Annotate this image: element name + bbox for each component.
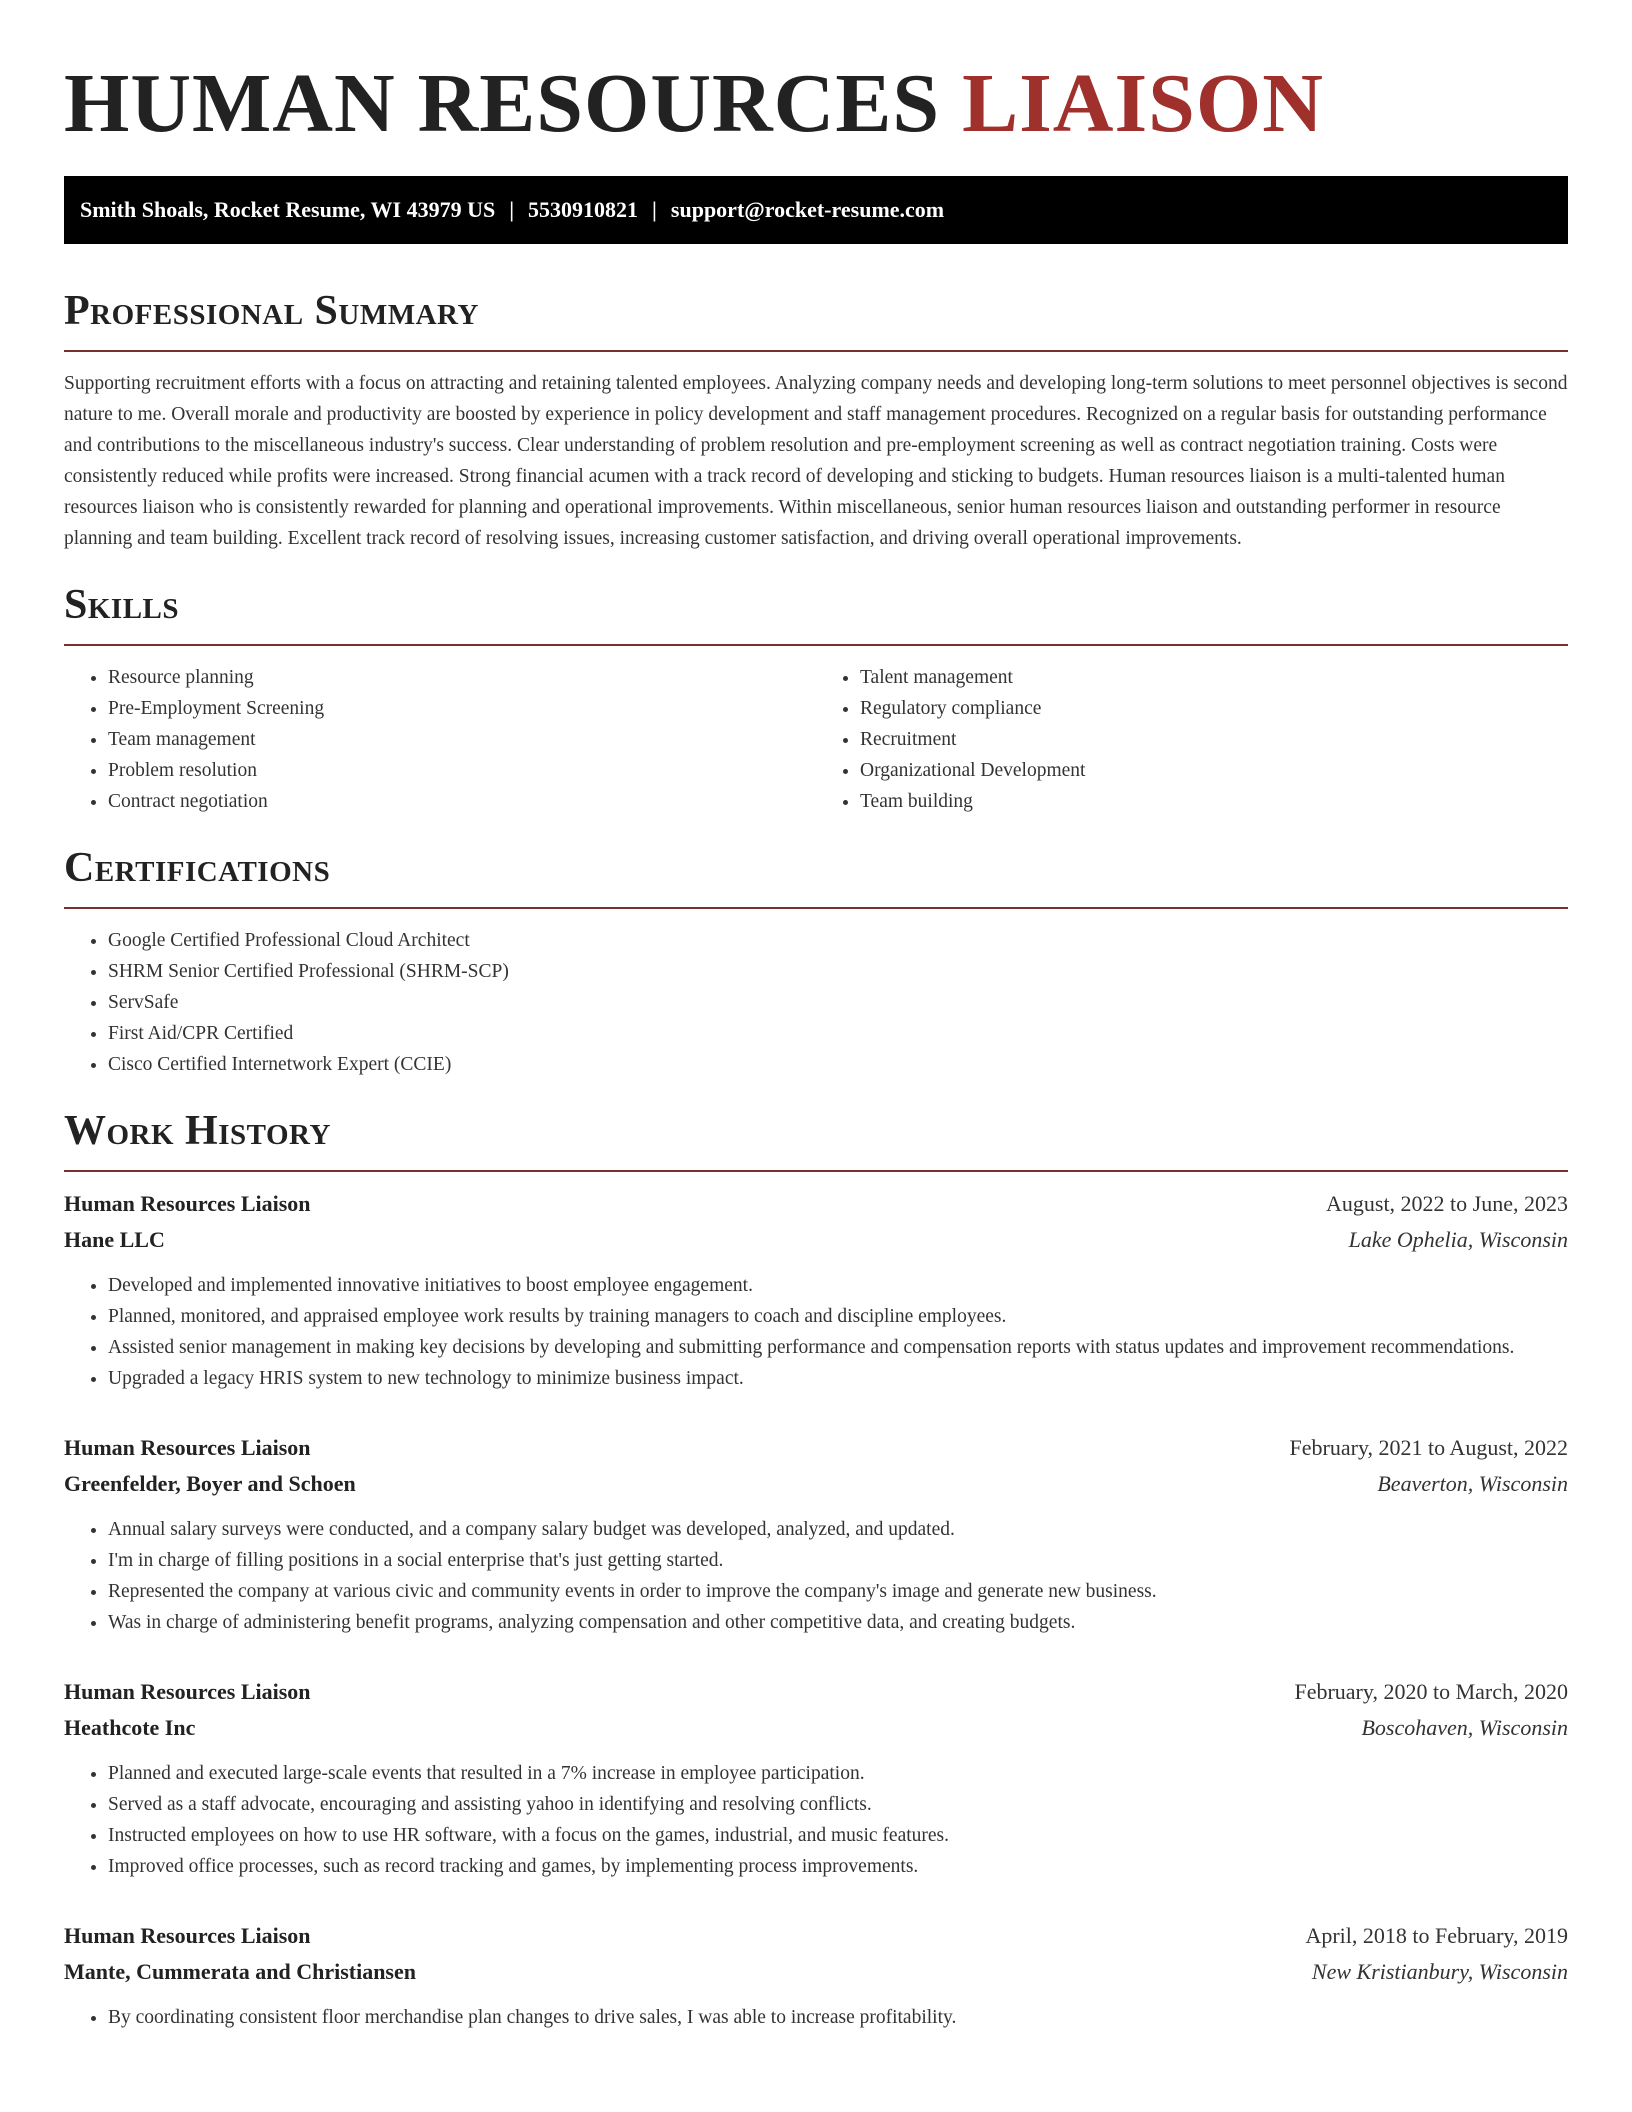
certification-item: • First Aid/CPR Certified xyxy=(108,1018,1568,1049)
skills-list-right xyxy=(816,662,1568,817)
job-dates: February, 2021 to August, 2022 xyxy=(1289,1435,1568,1460)
certification-item: • Cisco Certified Internetwork Expert (CCIE) xyxy=(108,1049,1568,1080)
job-bullet: • Upgraded a legacy HRIS system to new technology to minimize business impact. xyxy=(108,1363,1568,1394)
job-dates: April, 2018 to February, 2019 xyxy=(1305,1923,1568,1948)
contact-separator: | xyxy=(652,197,657,222)
job-header-row xyxy=(64,1186,1568,1222)
certification-item: • Google Certified Professional Cloud Architect xyxy=(108,925,1568,956)
name-accent: LIAISON xyxy=(962,57,1324,150)
job-title: Human Resources Liaison xyxy=(64,1923,311,1948)
skill-item: • Regulatory compliance xyxy=(860,693,1568,724)
summary-text: Supporting recruitment efforts with a focus on attracting and retaining talented employees. Analyzing company needs and developing long-term solutions to meet personnel objectives is second nature to me. Overall morale and productivity are boosted by experience in policy development and staff management procedures. Recognized on a regular basis for outstanding performance and contributions to the miscellaneous industry's success. Clear understanding of problem resolution and pre-employment screening as well as contract negotiation training. Costs were consistently reduced while profits were increased. Strong financial acumen with a track record of developing and sticking to budgets. Human resources liaison is a multi-talented human resources liaison who is consistently rewarded for planning and operational improvements. Within miscellaneous, senior human resources liaison and outstanding performer in resource planning and team building. Excellent track record of resolving issues, increasing customer satisfaction, and driving overall operational improvements. xyxy=(64,373,1568,549)
certification-item: • ServSafe xyxy=(108,987,1568,1018)
contact-address: Smith Shoals, Rocket Resume, WI 43979 US xyxy=(80,197,496,222)
job-title: Human Resources Liaison xyxy=(64,1191,311,1216)
job-company-row xyxy=(64,1466,1568,1502)
job-bullet: • I'm in charge of filling positions in a social enterprise that's just getting started. xyxy=(108,1545,1568,1576)
job-title: Human Resources Liaison xyxy=(64,1435,311,1460)
job-header-row xyxy=(64,1674,1568,1710)
job-bullets xyxy=(64,1758,1568,1882)
job-bullet: • Represented the company at various civic and community events in order to improve the company's image and generate new business. xyxy=(108,1576,1568,1607)
skill-item: • Pre-Employment Screening xyxy=(108,693,816,724)
job-location: Lake Ophelia, Wisconsin xyxy=(1348,1227,1568,1252)
skill-item: • Team building xyxy=(860,786,1568,817)
job-company: Greenfelder, Boyer and Schoen xyxy=(64,1471,356,1496)
skill-item: • Team management xyxy=(108,724,816,755)
job-bullet: • Planned and executed large-scale events that resulted in a 7% increase in employee participation. xyxy=(108,1758,1568,1789)
job-location: Boscohaven, Wisconsin xyxy=(1361,1715,1568,1740)
job-company: Mante, Cummerata and Christiansen xyxy=(64,1959,416,1984)
skills-grid xyxy=(64,646,1568,817)
skills-section xyxy=(64,580,1568,817)
certifications-list xyxy=(64,925,1568,1080)
section-divider xyxy=(64,907,1568,909)
section-title: Skills xyxy=(64,582,180,628)
job-location: Beaverton, Wisconsin xyxy=(1377,1471,1568,1496)
contact-phone: 5530910821 xyxy=(528,197,639,222)
section-divider xyxy=(64,1170,1568,1172)
certification-item: • SHRM Senior Certified Professional (SHRM-SCP) xyxy=(108,956,1568,987)
skill-item: • Resource planning xyxy=(108,662,816,693)
job-bullets xyxy=(64,1270,1568,1394)
certifications-section xyxy=(64,843,1568,1080)
job-bullet: • By coordinating consistent floor merchandise plan changes to drive sales, I was able to increase profitability. xyxy=(108,2002,1568,2033)
job-company-row xyxy=(64,1710,1568,1746)
job-company-row xyxy=(64,1954,1568,1990)
contact-separator: | xyxy=(509,197,515,222)
section-title: Certifications xyxy=(64,845,331,891)
job-entry xyxy=(64,1186,1568,1394)
job-bullet: • Was in charge of administering benefit programs, analyzing compensation and other competitive data, and creating budgets. xyxy=(108,1607,1568,1638)
section-title: Professional Summary xyxy=(64,288,479,334)
skill-item: • Problem resolution xyxy=(108,755,816,786)
job-title: Human Resources Liaison xyxy=(64,1679,311,1704)
job-bullet: • Served as a staff advocate, encouraging and assisting yahoo in identifying and resolving conflicts. xyxy=(108,1789,1568,1820)
skill-item: • Recruitment xyxy=(860,724,1568,755)
contact-bar xyxy=(64,176,1568,244)
job-header-row xyxy=(64,1430,1568,1466)
job-bullet: • Assisted senior management in making key decisions by developing and submitting performance and compensation reports with status updates and improvement recommendations. xyxy=(108,1332,1568,1363)
section-title: Work History xyxy=(64,1108,331,1154)
job-location: New Kristianbury, Wisconsin xyxy=(1311,1959,1568,1984)
contact-email: support@rocket-resume.com xyxy=(670,197,945,222)
name-main: HUMAN RESOURCES xyxy=(64,57,941,150)
skill-item: • Contract negotiation xyxy=(108,786,816,817)
job-bullet: • Developed and implemented innovative initiatives to boost employee engagement. xyxy=(108,1270,1568,1301)
job-bullet: • Improved office processes, such as record tracking and games, by implementing process improvements. xyxy=(108,1851,1568,1882)
resume-name xyxy=(64,58,1568,150)
job-company-row xyxy=(64,1222,1568,1258)
section-divider xyxy=(64,350,1568,352)
job-company: Heathcote Inc xyxy=(64,1715,196,1740)
job-dates: February, 2020 to March, 2020 xyxy=(1294,1679,1568,1704)
job-bullet: • Instructed employees on how to use HR software, with a focus on the games, industrial, and music features. xyxy=(108,1820,1568,1851)
job-entry xyxy=(64,1430,1568,1638)
skills-list-left xyxy=(64,662,816,817)
job-company: Hane LLC xyxy=(64,1227,165,1252)
skill-item: • Organizational Development xyxy=(860,755,1568,786)
job-dates: August, 2022 to June, 2023 xyxy=(1326,1191,1568,1216)
job-entry xyxy=(64,1918,1568,2033)
work-history-section xyxy=(64,1106,1568,2033)
skill-item: • Talent management xyxy=(860,662,1568,693)
job-bullet: • Annual salary surveys were conducted, and a company salary budget was developed, analyzed, and updated. xyxy=(108,1514,1568,1545)
job-entry xyxy=(64,1674,1568,1882)
job-header-row xyxy=(64,1918,1568,1954)
job-bullet: • Planned, monitored, and appraised employee work results by training managers to coach and discipline employees. xyxy=(108,1301,1568,1332)
summary-section xyxy=(64,286,1568,554)
job-bullets xyxy=(64,2002,1568,2033)
job-bullets xyxy=(64,1514,1568,1638)
